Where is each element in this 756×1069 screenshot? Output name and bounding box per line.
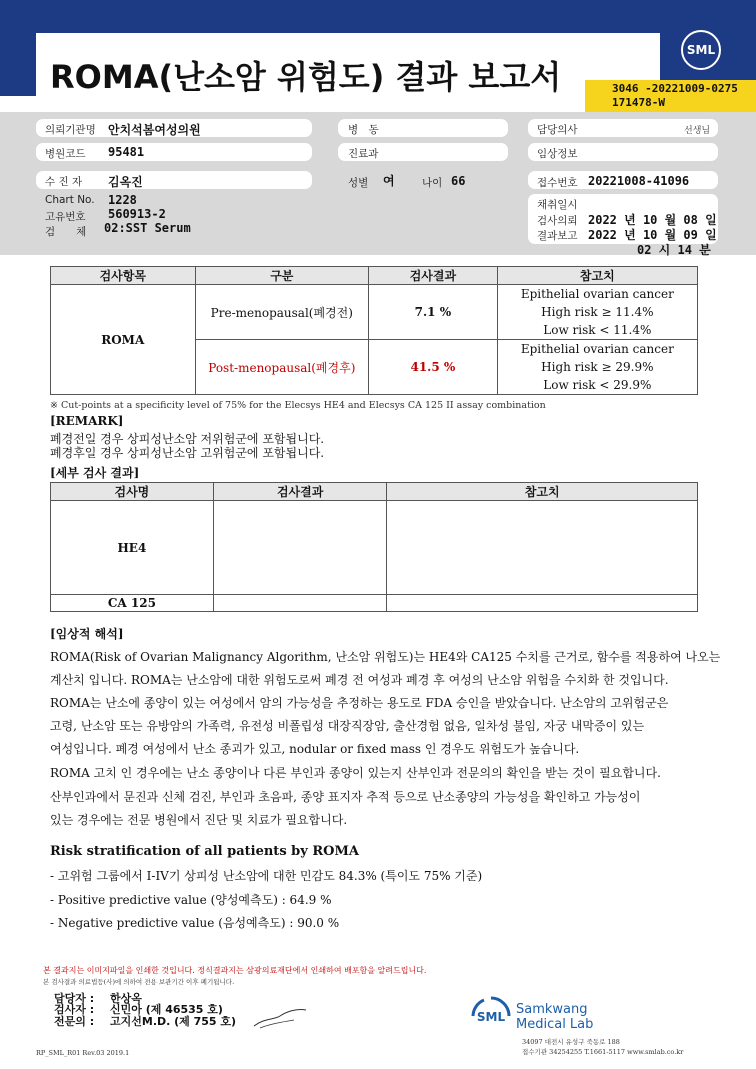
he4-result	[213, 501, 387, 595]
signature-mark	[250, 1002, 310, 1032]
form-code: RP_SML_R01 Rev.03 2019.1	[36, 1049, 130, 1057]
table-row	[51, 501, 698, 595]
pre-result: 7.1 %	[369, 285, 498, 340]
detail-title: [세부 검사 결과]	[50, 466, 140, 480]
report-value: 2022 년 10 월 09 일	[588, 228, 717, 242]
company-line2: Medical Lab	[516, 1017, 594, 1032]
hospital-label: 의뢰기관명	[45, 124, 96, 136]
tester-value: 신민아 (제 46535 호)	[110, 1003, 223, 1016]
post-reference	[497, 340, 697, 395]
table-row	[51, 595, 698, 612]
receipt-label: 접수번호	[537, 177, 578, 189]
remark-line1: 폐경전일 경우 상피성난소암 저위험군에 포함됩니다.	[50, 432, 325, 446]
chart-label: Chart No.	[45, 194, 95, 206]
clinical-line: ROMA(Risk of Ovarian Malignancy Algorithm, 난소암 위험도)는 HE4와 CA125 수치를 근거로, 함수를 적용하여 나오는	[50, 650, 721, 664]
post-result: 41.5 %	[369, 340, 498, 395]
receipt-value: 20221008-41096	[588, 174, 690, 188]
pre-ref-line2: High risk ≥ 11.4%	[541, 305, 654, 319]
pre-category: Pre-menopausal(폐경전)	[195, 285, 369, 340]
svg-text:SML: SML	[476, 1010, 506, 1024]
post-category: Post-menopausal(폐경후)	[195, 340, 369, 395]
company-line1: Samkwang	[516, 1002, 588, 1017]
col-reference: 참고치	[497, 267, 697, 285]
pre-ref-line3: Low risk < 11.4%	[543, 323, 652, 337]
sml-footer-logo-icon	[470, 996, 512, 1036]
he4-reference	[387, 501, 698, 595]
specimen-label: 검 체	[45, 226, 87, 238]
manager-value: 한상옥	[110, 992, 142, 1005]
col-detail-reference: 참고치	[387, 483, 698, 501]
company-contact: 접수기관 34254255 T.1661-5117 www.smlab.co.kr	[522, 1048, 684, 1056]
test-date-label: 검사의뢰	[537, 215, 578, 227]
code-value: 95481	[108, 145, 145, 159]
age-label: 나이	[422, 177, 443, 189]
table-row	[51, 285, 698, 340]
sml-logo: SML	[681, 30, 721, 70]
sex-label: 성별	[348, 177, 369, 189]
specialist-value: 고지선M.D. (제 755 호)	[110, 1015, 237, 1028]
tester-label: 검사자 :	[54, 1003, 95, 1016]
he4-name: HE4	[51, 501, 214, 595]
ca125-result	[213, 595, 387, 612]
report-label: 결과보고	[537, 230, 578, 242]
col-result: 검사결과	[369, 267, 498, 285]
roma-result-table	[50, 266, 698, 395]
pre-reference	[497, 285, 697, 340]
clinical-label: 임상정보	[537, 148, 578, 160]
doctor-label: 담당의사	[537, 124, 578, 136]
manager-label: 담당자 :	[54, 992, 95, 1005]
chart-value: 1228	[108, 193, 137, 207]
cutpoint-note: ※ Cut-points at a specificity level of 75% for the Elecsys HE4 and Elecsys CA 125 II assay combination	[50, 400, 546, 411]
risk-title: Risk stratification of all patients by ROMA	[50, 844, 359, 859]
remark-title: [REMARK]	[50, 414, 124, 428]
test-date-value: 2022 년 10 월 08 일	[588, 213, 717, 227]
post-ref-line3: Low risk < 29.9%	[543, 378, 652, 392]
col-test-item: 검사항목	[51, 267, 196, 285]
retention-notice: 본 검사결과 의료법등(사)에 의하여 전용 보관기간 이후 폐기됩니다.	[43, 978, 235, 986]
print-notice: 본 결과지는 이미지파일을 인쇄한 것입니다. 정식결과지는 삼광의료재단에서 인쇄하여 배포함을 알려드립니다.	[43, 966, 427, 975]
col-test-name: 검사명	[51, 483, 214, 501]
post-ref-line1: Epithelial ovarian cancer	[520, 342, 674, 356]
col-detail-result: 검사결과	[213, 483, 387, 501]
col-category: 구분	[195, 267, 369, 285]
detail-result-table	[50, 482, 698, 612]
ward-label: 병 동	[348, 124, 379, 136]
company-address: 34097 대전시 유성구 죽동로 188	[522, 1038, 620, 1046]
ca125-reference	[387, 595, 698, 612]
post-ref-line2: High risk ≥ 29.9%	[541, 360, 654, 374]
clinical-line: ROMA는 난소에 종양이 있는 여성에서 암의 가능성을 추정하는 용도로 FDA 승인을 받았습니다. 난소암의 고위험군은	[50, 696, 669, 710]
sex-value: 여	[383, 174, 395, 188]
patient-label: 수 진 자	[45, 176, 83, 188]
specimen-value: 02:SST Serum	[104, 221, 191, 235]
age-value: 66	[451, 174, 466, 188]
risk-line: - Positive predictive value (양성예측도) : 64.9 %	[50, 893, 332, 907]
specialist-label: 전문의 :	[54, 1015, 95, 1028]
code-label: 병원코드	[45, 148, 86, 160]
sml-footer-logo	[470, 996, 512, 1036]
barcode-line1: 3046 -20221009-0275	[612, 82, 738, 95]
clinical-line: 여성입니다. 폐경 여성에서 난소 종괴가 있고, nodular or fixed mass 인 경우도 위험도가 높습니다.	[50, 742, 580, 756]
id-label: 고유번호	[45, 211, 86, 223]
page-title: ROMA(난소암 위험도) 결과 보고서	[50, 58, 562, 96]
hospital-value: 안치석봄여성의원	[108, 123, 201, 137]
id-value: 560913-2	[108, 207, 166, 221]
report-time: 02 시 14 분	[637, 243, 711, 257]
pre-ref-line1: Epithelial ovarian cancer	[520, 287, 674, 301]
remark-line2: 폐경후일 경우 상피성난소암 고위험군에 포함됩니다.	[50, 446, 325, 460]
doctor-suffix: 선생님	[684, 126, 711, 136]
clinical-title: [임상적 해석]	[50, 627, 124, 641]
collect-label: 채취일시	[537, 199, 578, 211]
clinical-line: 고령, 난소암 또는 유방암의 가족력, 유전성 비폴립성 대장직장암, 출산경험 없음, 일차성 불임, 자궁 내막증이 있는	[50, 719, 645, 733]
clinical-line: 계산치 입니다. ROMA는 난소암에 대한 위험도로써 폐경 전 여성과 폐경 후 여성의 난소암 위험을 수치화 한 것입니다.	[50, 673, 669, 687]
clinical-line: 산부인과에서 문진과 신체 검진, 부인과 초음파, 종양 표지자 추적 등으로 난소종양의 가능성을 확인하고 가능성이	[50, 790, 641, 804]
company-name	[516, 1002, 593, 1032]
risk-line: - Negative predictive value (음성예측도) : 90.0 %	[50, 916, 340, 930]
barcode-line2: 171478-W	[612, 96, 665, 109]
sample-barcode-text	[612, 82, 738, 110]
patient-value: 김옥진	[108, 175, 143, 189]
risk-line: - 고위험 그룹에서 I-IV기 상피성 난소암에 대한 민감도 84.3% (특이도 75% 기준)	[50, 869, 483, 883]
clinical-line: ROMA 고치 인 경우에는 난소 종양이나 다른 부인과 종양이 있는지 산부인과 전문의의 확인을 받는 것이 필요합니다.	[50, 766, 661, 780]
dept-label: 진료과	[348, 148, 379, 160]
ca125-name: CA 125	[51, 595, 214, 612]
roma-item: ROMA	[51, 285, 196, 395]
clinical-line: 있는 경우에는 전문 병원에서 진단 및 치료가 필요합니다.	[50, 813, 348, 827]
